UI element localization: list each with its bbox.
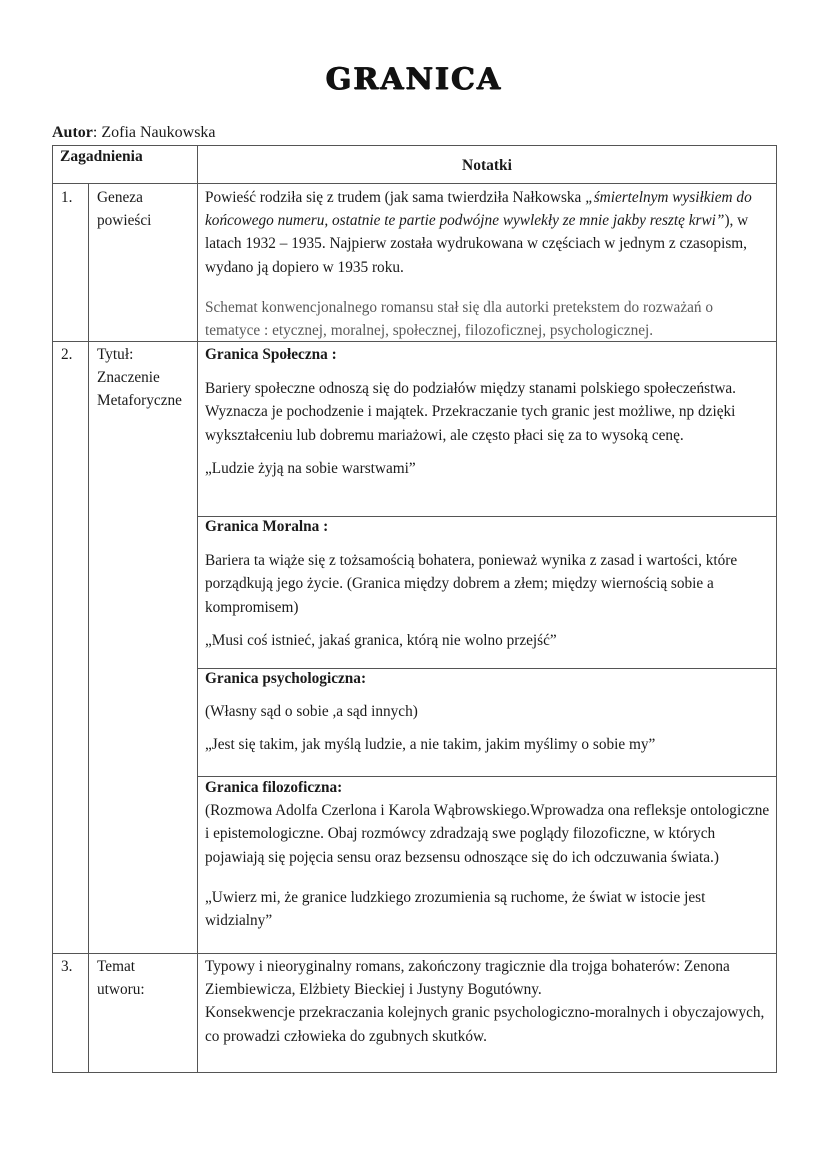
section-social [205, 343, 770, 480]
row-1-note-quote: „śmiertelnym wysiłkiem do końcowego numeru, ostatnie te partie podwójne wywlekły ze mnie jakby resztę krwi” [205, 189, 752, 230]
section-philosophical-heading: Granica filozoficzna: [205, 779, 343, 796]
topic-column-divider [197, 145, 198, 1073]
table-border-left [52, 145, 53, 1073]
table-border-top [52, 145, 777, 146]
section-moral-text: Bariera ta wiąże się z tożsamością bohatera, ponieważ wynika z zasad i wartości, które porządkują jego życie. (Granica między dobrem a złem; między wiernością sobie a kompromisem) [205, 552, 738, 616]
section-moral [205, 515, 770, 652]
row-3-note-romance: Typowy i nieoryginalny romans, zakończony tragicznie dla trojga bohaterów: Zenona Ziembiewicza, Elżbiety Bieckiej i Justyny Bogutówny. [205, 958, 730, 999]
section-social-heading: Granica Społeczna : [205, 346, 337, 363]
author-label: Autor [52, 124, 93, 141]
section-philosophical-text: (Rozmowa Adolfa Czerlona i Karola Wąbrowskiego.Wprowadza ona refleksje ontologiczne i epistemologiczne. Obaj rozmówcy zdradzają swe poglądy filozoficzne, w których pojawiają się pojęcia sensu oraz bezsensu odnoszące się do ich odczuwania świata.) [205, 802, 770, 866]
section-philosophical [205, 776, 770, 932]
row-3-topic: Temat utworu: [97, 958, 145, 999]
row-1-note-dates: ), w latach 1932 – 1935. Najpierw została wydrukowana w częściach w jednym z czasopism, wydano ją dopiero w 1935 roku. [205, 212, 749, 276]
table-border-right [776, 145, 777, 1073]
section-social-text: Bariery społeczne odnoszą się do podziałów między stanami polskiego społeczeństwa. Wyznacza je pochodzenie i majątek. Przekraczanie tych granic jest możliwe, np dzięki wykształceniu lub dobremu mariażowi, ale często płaci się za to wysoką cenę. [205, 380, 736, 444]
row-2-topic-line2: Znaczenie Metaforyczne [97, 369, 182, 410]
author-line: Autor: Zofia Naukowska [52, 124, 216, 141]
section-psychological-quote: „Jest się takim, jak myślą ludzie, a nie takim, jakim myślimy o sobie my” [205, 736, 656, 754]
author-name: Zofia Naukowska [101, 124, 216, 141]
row-3-note-consequences: Konsekwencje przekraczania kolejnych granic psychologiczno-moralnych i obyczajowych, co prowadzi człowieka do zgubnych skutków. [205, 1004, 765, 1045]
header-topics: Zagadnienia [60, 148, 143, 165]
row-divider-2 [52, 953, 777, 954]
section-moral-quote: „Musi coś istnieć, jakaś granica, którą nie wolno przejść” [205, 631, 557, 649]
page-title: GRANICA [325, 62, 503, 97]
row-1-number: 1. [61, 189, 73, 206]
row-1-topic: Geneza powieści [97, 189, 152, 230]
row-1-notes [205, 186, 770, 342]
section-moral-heading: Granica Moralna : [205, 518, 329, 535]
header-notes: Notatki [462, 157, 512, 174]
section-social-quote: „Ludzie żyją na sobie warstwami” [205, 459, 416, 477]
section-philosophical-quote: „Uwierz mi, że granice ludzkiego zrozumienia są ruchome, że świat w istocie jest widzialny” [205, 888, 706, 930]
table-border-bottom [52, 1072, 777, 1073]
row-2-topic-line1: Tytuł: [97, 346, 134, 363]
table-header-divider [52, 183, 777, 184]
row-1-note-schema: Schemat konwencjonalnego romansu stał się dla autorki pretekstem do rozważań o tematyce : etycznej, moralnej, społecznej, filozoficznej, psychologicznej. [205, 298, 714, 340]
row-1-note-intro: Powieść rodziła się z trudem (jak sama twierdziła Nałkowska [205, 189, 586, 206]
section-psychological-text: (Własny sąd o sobie ,a sąd innych) [205, 703, 418, 721]
row-3-notes [205, 955, 770, 1048]
section-psychological [205, 667, 770, 757]
section-psychological-heading: Granica psychologiczna: [205, 670, 367, 687]
row-2-number: 2. [61, 346, 73, 363]
row-3-number: 3. [61, 958, 73, 975]
num-column-divider [88, 183, 89, 1072]
row-2-topic [97, 343, 197, 413]
